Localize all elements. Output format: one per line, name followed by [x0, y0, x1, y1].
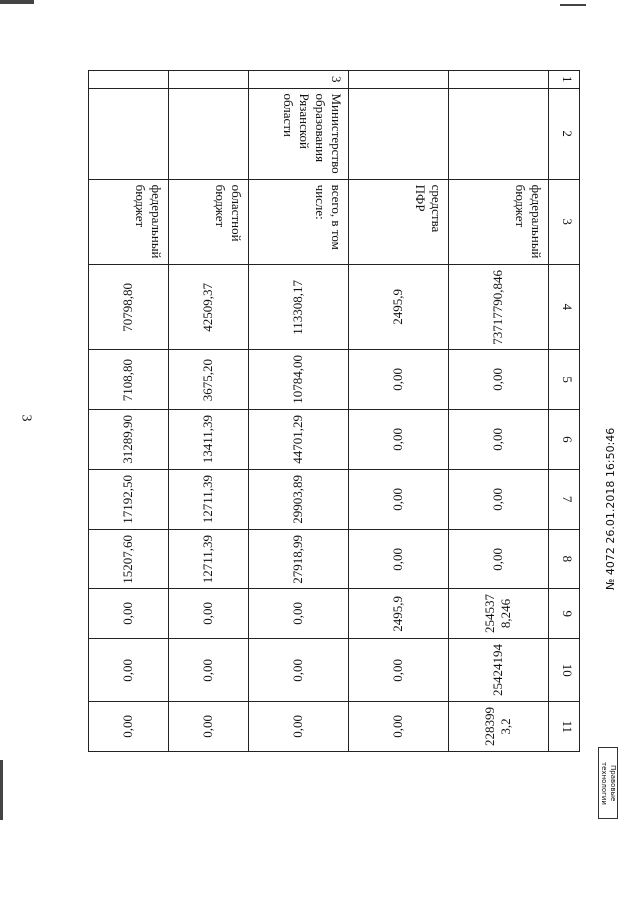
cell-value: 0,00 — [249, 702, 349, 752]
cell-value: 254537 8,246 — [449, 589, 549, 639]
cell-value: 0,00 — [349, 410, 449, 470]
cell-value: 0,00 — [449, 469, 549, 529]
cell-value: 0,00 — [449, 410, 549, 470]
cell-col1: 3 — [249, 71, 349, 89]
cell-value: 0,00 — [449, 529, 549, 589]
page-number: 3 — [18, 414, 34, 422]
header-col-9: 9 — [549, 589, 580, 639]
cell-value: 3675,20 — [169, 350, 249, 410]
cell-value: 13411,39 — [169, 410, 249, 470]
header-col-2: 2 — [549, 88, 580, 179]
cell-value: 0,00 — [349, 529, 449, 589]
cell-value: 29903,89 — [249, 469, 349, 529]
header-col-4: 4 — [549, 264, 580, 350]
cell-value: 12711,39 — [169, 469, 249, 529]
header-col-10: 10 — [549, 639, 580, 702]
cell-value: 0,00 — [169, 639, 249, 702]
cell-col2 — [449, 88, 549, 179]
cell-source: средства ПФР — [349, 179, 449, 264]
cell-value: 0,00 — [169, 589, 249, 639]
cell-source: федеральный бюджет — [89, 179, 169, 264]
cell-col1 — [449, 71, 549, 89]
cell-value: 42509,37 — [169, 264, 249, 350]
cell-value: 113308,17 — [249, 264, 349, 350]
cell-col1 — [89, 71, 169, 89]
cell-source: областной бюджет — [169, 179, 249, 264]
cell-value: 25424194 — [449, 639, 549, 702]
cell-value: 2495,9 — [349, 589, 449, 639]
table-row — [169, 71, 249, 752]
cell-value: 7108,80 — [89, 350, 169, 410]
table-row — [249, 71, 349, 752]
table-header-row — [549, 71, 580, 752]
scan-speck — [0, 0, 34, 4]
header-col-7: 7 — [549, 469, 580, 529]
cell-col1 — [349, 71, 449, 89]
header-col-8: 8 — [549, 529, 580, 589]
cell-col2 — [89, 88, 169, 179]
cell-col1 — [169, 71, 249, 89]
cell-value: 27918,99 — [249, 529, 349, 589]
scan-speck — [560, 4, 586, 6]
cell-source: всего, в том числе: — [249, 179, 349, 264]
cell-value: 0,00 — [349, 350, 449, 410]
cell-value: 0,00 — [349, 639, 449, 702]
header-col-11: 11 — [549, 702, 580, 752]
cell-value: 17192,50 — [89, 469, 169, 529]
cell-value: 12711,39 — [169, 529, 249, 589]
header-col-5: 5 — [549, 350, 580, 410]
cell-value: 0,00 — [89, 639, 169, 702]
table-row — [449, 71, 549, 752]
budget-table — [88, 70, 580, 752]
cell-value: 0,00 — [89, 702, 169, 752]
header-col-1: 1 — [549, 71, 580, 89]
cell-value: 2495,9 — [349, 264, 449, 350]
legal-tech-logo: Правовые технологии — [598, 747, 618, 819]
cell-value: 228399 3,2 — [449, 702, 549, 752]
cell-value: 10784,00 — [249, 350, 349, 410]
cell-value: 0,00 — [169, 702, 249, 752]
cell-value: 0,00 — [89, 589, 169, 639]
cell-col2 — [169, 88, 249, 179]
cell-value: 70798,80 — [89, 264, 169, 350]
cell-value: 0,00 — [249, 589, 349, 639]
cell-value: 44701,29 — [249, 410, 349, 470]
cell-value: 73717790,846 — [449, 264, 549, 350]
budget-table-wrapper — [88, 70, 580, 752]
header-col-3: 3 — [549, 179, 580, 264]
cell-value: 31289,90 — [89, 410, 169, 470]
scan-speck — [0, 760, 3, 820]
cell-col2 — [349, 88, 449, 179]
registration-stamp: № 4072 26.01.2018 16:50:46 — [604, 427, 617, 590]
cell-value: 0,00 — [349, 469, 449, 529]
table-row — [349, 71, 449, 752]
header-col-6: 6 — [549, 410, 580, 470]
cell-ministry: Министерство образования Рязанской области — [249, 88, 349, 179]
cell-value: 0,00 — [349, 702, 449, 752]
table-row — [89, 71, 169, 752]
cell-value: 0,00 — [249, 639, 349, 702]
cell-value: 0,00 — [449, 350, 549, 410]
cell-value: 15207,60 — [89, 529, 169, 589]
cell-source: федеральный бюджет — [449, 179, 549, 264]
